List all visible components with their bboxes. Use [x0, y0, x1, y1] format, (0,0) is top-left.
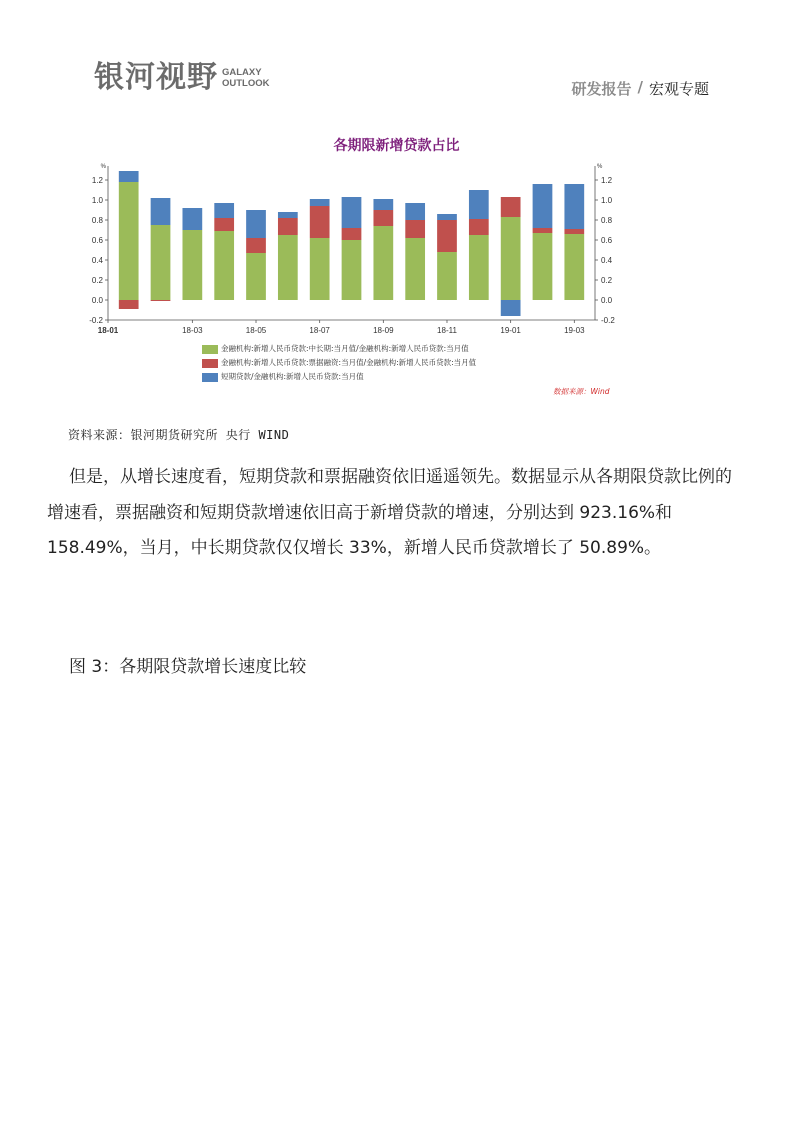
- y-tick-label-right: 1.0: [601, 196, 613, 205]
- bar-segment-19-03-s1: [564, 229, 584, 234]
- y-tick-label-right: 0.6: [601, 236, 613, 245]
- bar-segment-19-02-s2: [533, 184, 553, 228]
- bar-segment-19-02-s1: [533, 228, 553, 233]
- chart-title: 各期限新增贷款占比: [333, 138, 460, 154]
- bar-segment-18-07-s2: [310, 199, 330, 206]
- bar-segment-19-03-s2: [564, 184, 584, 229]
- bar-segment-18-09-s1: [373, 210, 393, 226]
- loan-share-chart: [85, 160, 625, 340]
- bar-segment-18-05-s1: [246, 238, 266, 253]
- bar-segment-18-09-s0: [373, 226, 393, 300]
- legend-swatch-short-term: [202, 373, 218, 382]
- legend-swatch-long-term: [202, 345, 218, 354]
- x-tick-label: 19-03: [564, 326, 585, 335]
- logo-en-line2: OUTLOOK: [222, 78, 270, 89]
- chart-data-source: 数据来源：Wind: [553, 387, 610, 396]
- bar-segment-18-07-s0: [310, 238, 330, 300]
- bar-segment-18-12-s0: [469, 235, 489, 300]
- bar-segment-18-07-s1: [310, 206, 330, 238]
- y-tick-label-left: 1.2: [91, 176, 103, 185]
- bar-segment-18-05-s2: [246, 210, 266, 238]
- y-unit-right: %: [597, 164, 603, 170]
- bar-segment-18-09-s2: [373, 199, 393, 210]
- bar-segment-18-02-s0: [151, 225, 171, 300]
- bar-segment-18-12-s1: [469, 219, 489, 235]
- bar-segment-19-01-s0: [501, 217, 521, 300]
- y-tick-label-right: 0.0: [601, 296, 613, 305]
- section-macro-topic: 宏观专题: [648, 80, 709, 98]
- bar-segment-18-04-s0: [214, 231, 234, 300]
- bar-segment-18-02-s1: [151, 300, 171, 301]
- bar-segment-18-08-s2: [342, 197, 362, 228]
- x-tick-label: 18-05: [245, 326, 267, 335]
- legend-item-short-term: [202, 370, 476, 384]
- y-tick-label-right: 0.8: [601, 216, 613, 225]
- report-category: [571, 78, 709, 99]
- y-tick-label-right: 0.4: [601, 256, 613, 265]
- y-tick-label-left: 0.4: [91, 256, 103, 265]
- y-tick-label-left: 1.0: [91, 196, 103, 205]
- bar-segment-18-06-s0: [278, 235, 298, 300]
- bar-segment-19-03-s0: [564, 234, 584, 300]
- legend-swatch-bill-financing: [202, 359, 218, 368]
- logo-chinese: 银河视野: [94, 60, 218, 95]
- bar-segment-18-08-s0: [342, 240, 362, 300]
- logo-english: [222, 67, 270, 89]
- y-tick-label-left: 0.8: [91, 216, 103, 225]
- bar-segment-18-04-s1: [214, 218, 234, 231]
- legend-label-long-term: 金融机构:新增人民币贷款:中长期:当月值/金融机构:新增人民币贷款:当月值: [221, 344, 469, 353]
- legend-label-short-term: 短期贷款/金融机构:新增人民币贷款:当月值: [221, 372, 364, 381]
- chart-legend: [202, 342, 476, 384]
- logo: [94, 62, 270, 94]
- bar-segment-18-05-s0: [246, 253, 266, 300]
- bar-segment-19-01-s2: [501, 300, 521, 316]
- bar-segment-18-11-s2: [437, 214, 457, 220]
- section-separator: /: [637, 78, 643, 96]
- bar-segment-18-02-s2: [151, 198, 171, 225]
- section-research-report: 研发报告: [571, 80, 632, 98]
- y-tick-label-right: 0.2: [601, 276, 613, 285]
- legend-item-long-term: [202, 342, 476, 356]
- figure-caption: 图 3：各期限贷款增长速度比较: [69, 657, 307, 677]
- bar-segment-18-03-s0: [182, 230, 202, 300]
- x-tick-label: 18-09: [373, 326, 394, 335]
- y-tick-label-left: 0.2: [91, 276, 103, 285]
- bar-segment-18-01-s0: [119, 182, 139, 300]
- y-tick-label-right: -0.2: [601, 316, 615, 325]
- bar-segment-18-12-s2: [469, 190, 489, 219]
- x-tick-label: 18-03: [182, 326, 203, 335]
- body-paragraph: 但是，从增长速度看，短期贷款和票据融资依旧遥遥领先。数据显示从各期限贷款比例的增速看，票据融资和短期贷款增速依旧高于新增贷款的增速，分别达到 923.16%和 158.49%，当月，中长期贷款仅仅增长 33%，新增人民币贷款增长了 50.89%。: [47, 467, 732, 558]
- bar-segment-18-11-s1: [437, 220, 457, 252]
- bar-segment-18-03-s2: [182, 208, 202, 230]
- bar-segment-18-10-s0: [405, 238, 425, 300]
- bar-segment-18-10-s1: [405, 220, 425, 238]
- y-unit-left: %: [100, 164, 106, 170]
- bar-segment-18-04-s2: [214, 203, 234, 218]
- bar-segment-18-10-s2: [405, 203, 425, 220]
- bar-segment-18-06-s2: [278, 212, 298, 218]
- x-tick-label: 18-11: [437, 326, 457, 335]
- x-tick-label: 18-01: [97, 326, 119, 335]
- bar-segment-18-06-s1: [278, 218, 298, 235]
- y-tick-label-left: 0.0: [91, 296, 103, 305]
- x-tick-label: 18-07: [309, 326, 330, 335]
- logo-en-line1: GALAXY: [222, 67, 262, 78]
- bar-segment-19-02-s0: [533, 233, 553, 300]
- legend-label-bill-financing: 金融机构:新增人民币贷款:票据融资:当月值/金融机构:新增人民币贷款:当月值: [221, 358, 477, 367]
- bar-segment-18-11-s0: [437, 252, 457, 300]
- x-tick-label: 19-01: [500, 326, 521, 335]
- bar-segment-18-01-s2: [119, 171, 139, 182]
- bar-segment-18-01-s1: [119, 300, 139, 309]
- source-note: 资料来源：银河期货研究所 央行 WIND: [68, 428, 290, 442]
- y-tick-label-left: -0.2: [89, 316, 103, 325]
- bar-segment-18-08-s1: [342, 228, 362, 240]
- bar-segment-19-01-s1: [501, 197, 521, 217]
- y-tick-label-left: 0.6: [91, 236, 103, 245]
- legend-item-bill-financing: [202, 356, 476, 370]
- y-tick-label-right: 1.2: [601, 176, 613, 185]
